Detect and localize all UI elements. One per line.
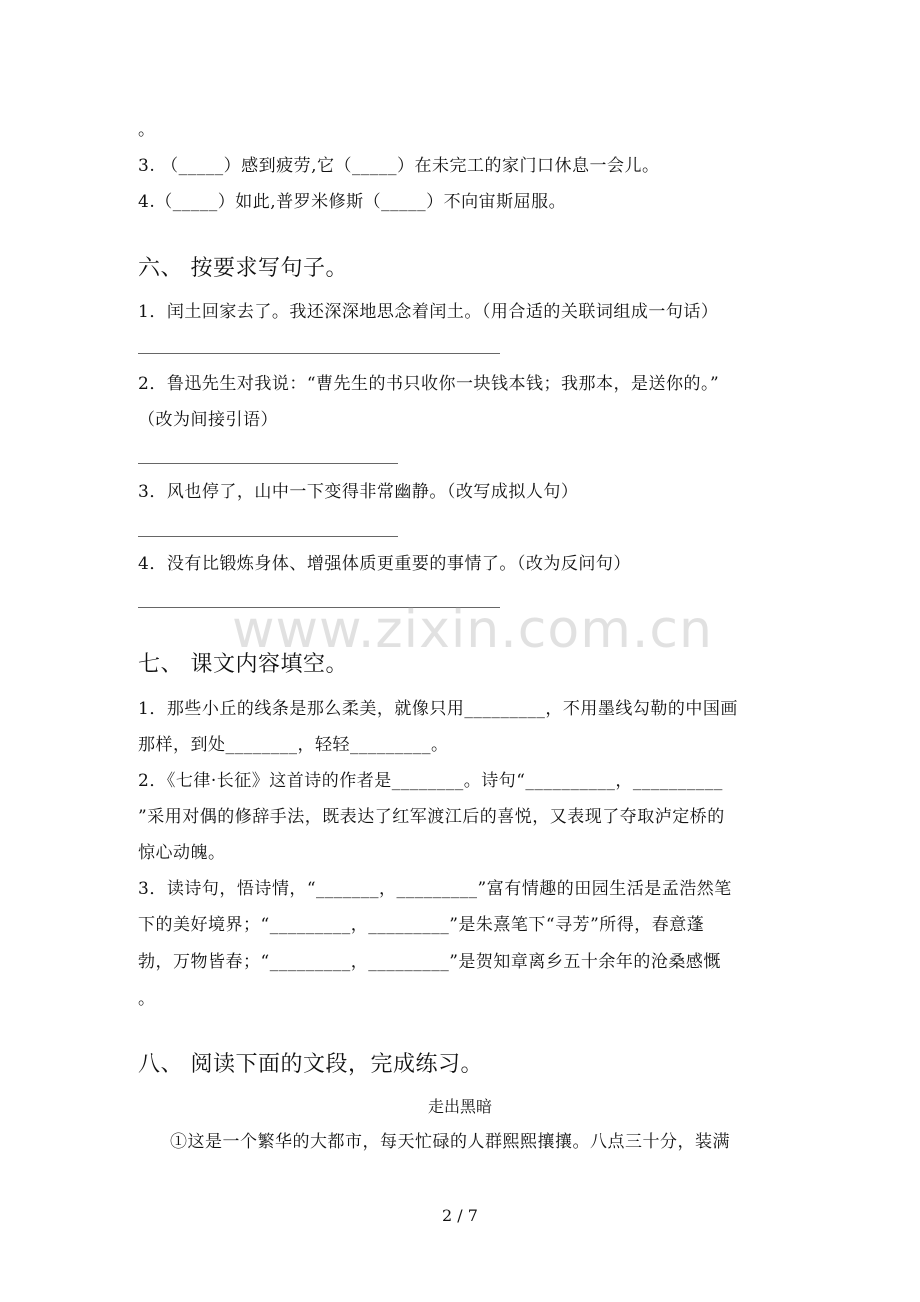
question-7-3-line4: 。 <box>138 989 156 1009</box>
question-7-1-line1: 1．那些小丘的线条是那么柔美，就像只用_________，不用墨线勾勒的中国画 <box>138 699 738 719</box>
question-7-3-line1: 3．读诗句，悟诗情，“_______，_________”富有情趣的田园生活是孟浩然笔 <box>138 879 732 899</box>
question-7-3-line3: 勃，万物皆春；“_________，_________”是贺知章离乡五十余年的沧桑感慨 <box>138 952 721 972</box>
answer-line-6-3 <box>138 536 398 537</box>
question-6-1: 1．闰土回家去了。我还深深地思念着闰土。（用合适的关联词组成一句话） <box>138 302 719 322</box>
passage-title: 走出黑暗 <box>427 1097 492 1116</box>
section-heading-7: 七、 课文内容填空。 <box>138 652 348 677</box>
question-6-3: 3．风也停了，山中一下变得非常幽静。（改写成拟人句） <box>138 482 579 502</box>
question-7-3-line2: 下的美好境界；“_________，_________”是朱熹笔下“寻芳”所得，春意蓬 <box>138 915 705 935</box>
answer-line-6-1 <box>138 353 500 354</box>
question-7-2-line2: ”采用对偶的修辞手法，既表达了红军渡江后的喜悦，又表现了夺取泸定桥的 <box>138 807 725 827</box>
watermark: www.zixin.com.cn <box>232 600 713 660</box>
answer-line-6-2 <box>138 463 398 464</box>
question-7-2-line3: 惊心动魄。 <box>138 843 226 863</box>
question-5-4: 4.（_____）如此,普罗米修斯（_____）不向宙斯屈服。 <box>138 192 567 212</box>
page-number: 2 / 7 <box>442 1206 478 1225</box>
question-7-2-line1: 2．《七律·长征》这首诗的作者是________。诗句“__________，__________ <box>138 771 723 791</box>
question-5-3: 3. （_____）感到疲劳,它（_____）在未完工的家门口休息一会儿。 <box>138 156 660 176</box>
passage-paragraph-1: ①这是一个繁华的大都市，每天忙碌的人群熙熙攘攘。八点三十分，装满 <box>170 1132 730 1152</box>
question-7-1-line2: 那样，到处________，轻轻_________。 <box>138 735 449 755</box>
section-heading-8: 八、 阅读下面的文段，完成练习。 <box>138 1052 483 1077</box>
continued-text-fragment: 。 <box>138 120 156 140</box>
question-6-2-line1: 2．鲁迅先生对我说：“曹先生的书只收你一块钱本钱；我那本，是送你的。” <box>138 374 720 394</box>
section-heading-6: 六、 按要求写句子。 <box>138 256 348 281</box>
question-6-4: 4．没有比锻炼身体、增强体质更重要的事情了。（改为反问句） <box>138 554 631 574</box>
question-6-2-line2: （改为间接引语） <box>138 410 278 430</box>
